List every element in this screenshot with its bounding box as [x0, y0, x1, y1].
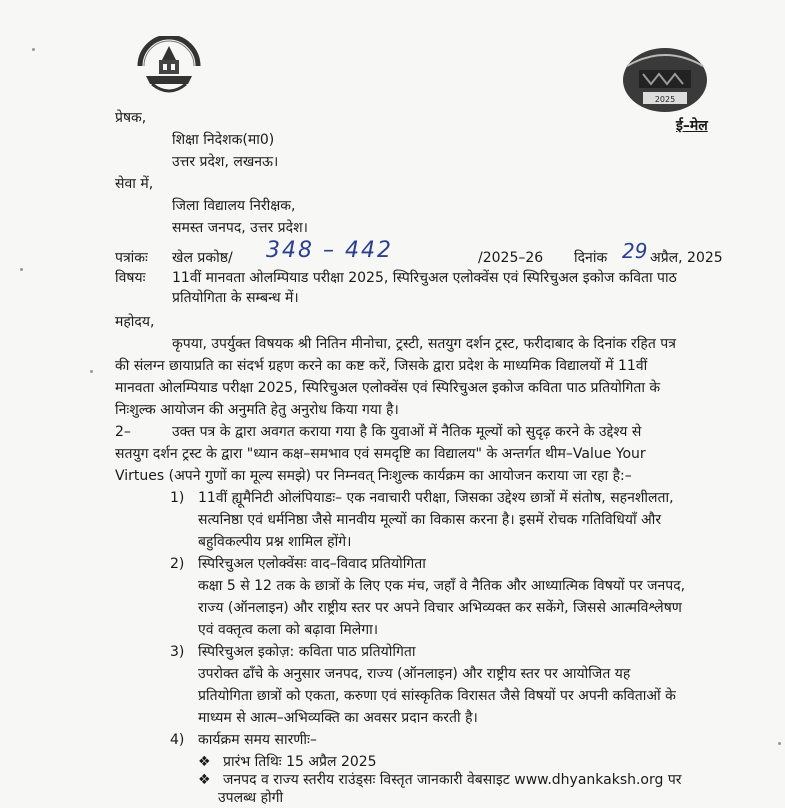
para1-line-1: कृपया, उपर्युक्त विषयक श्री नितिन मीनोचा, ट्रस्टी, सतयुग दर्शन ट्रस्ट, फरीदाबाद के दिनांक रहित पत्र [172, 336, 676, 352]
date-rest: अप्रैल, 2025 [650, 250, 723, 266]
reference-label: पत्रांकः [115, 250, 148, 266]
item-2-line-3: एवं वक्तृत्व कला को बढ़ावा मिलेगा। [198, 622, 379, 638]
olympiad-logo [621, 44, 709, 114]
reference-year: /2025–26 [478, 250, 544, 266]
item-1-line-1: 11वीं ह्यूमैनिटी ओलंपियाडः– एक नवाचारी परीक्षा, जिसका उद्देश्य छात्रों में संतोष, सहनशीलता, [198, 490, 674, 506]
subject-label: विषयः [115, 270, 146, 286]
item-2-number: 2) [170, 556, 185, 572]
item-3-line-1: उपरोक्त ढाँचे के अनुसार जनपद, राज्य (ऑनलाइन) और राष्ट्रीय स्तर पर आयोजित यह [198, 666, 631, 682]
email-label: ई–मेल [676, 118, 708, 134]
para1-line-3: मानवता ओलम्पियाड परीक्षा 2025, स्पिरिचुअल एलोक्वेंस एवं स्पिरिचुअल इकोज कविता पाठ प्रतियोगिता के [115, 380, 661, 396]
para2-line-1: उक्त पत्र के द्वारा अवगत कराया गया है कि युवाओं में नैतिक मूल्यों को सुदृढ़ करने के उद्देश्य से [172, 424, 642, 440]
item-2-line-2: राज्य (ऑनलाइन) और राष्ट्रीय स्तर पर अपने विचार अभिव्यक्त कर सकेंगे, जिससे आत्मविश्लेषण [198, 600, 682, 616]
scan-speck [90, 370, 93, 373]
trust-seal-logo [132, 36, 206, 100]
salutation: महोदय, [115, 314, 155, 330]
reference-prefix: खेल प्रकोष्ठ/ [172, 250, 233, 266]
diamond-bullet-icon: ❖ [198, 754, 211, 770]
para1-line-2: की संलग्न छायाप्रति का संदर्भ ग्रहण करने का कष्ट करें, जिसके द्वारा प्रदेश के माध्यमिक विद्यालयों में 11वीं [115, 358, 648, 374]
bullet-1-text: प्रारंभ तिथिः 15 अप्रैल 2025 [223, 754, 377, 770]
para1-line-4: निःशुल्क आयोजन की अनुमति हेतु अनुरोध किया गया है। [115, 402, 399, 418]
recipient-label: सेवा में, [115, 176, 154, 192]
recipient-line-2: समस्त जनपद, उत्तर प्रदेश। [172, 220, 308, 236]
handwritten-reference-number: 348 – 442 [266, 238, 393, 263]
item-1-line-3: बहुविकल्पीय प्रश्न शामिल होंगे। [198, 534, 352, 550]
sender-line-1: शिक्षा निदेशक(मा0) [172, 132, 275, 148]
sender-line-2: उत्तर प्रदेश, लखनऊ। [172, 154, 279, 170]
scan-speck [20, 268, 23, 271]
para2-number: 2– [115, 424, 131, 440]
item-1-line-2: सत्यनिष्ठा एवं धर्मनिष्ठा जैसे मानवीय मूल्यों का विकास करना है। इसमें रोचक गतिविधियाँ और [198, 512, 662, 528]
para2-line-3: Virtues (अपने गुणों का मूल्य समझे) पर निम्नवत् निःशुल्क कार्यक्रम का आयोजन कराया जा रहा है:– [115, 468, 632, 484]
bullet-1 [198, 752, 377, 772]
item-3-title: स्पिरिचुअल इकोज़: कविता पाठ प्रतियोगिता [198, 644, 416, 660]
subject-line-2: प्रतियोगिता के सम्बन्ध में। [172, 290, 299, 306]
handwritten-date-day: 29 [622, 239, 648, 263]
item-3-line-3: माध्यम से आत्म–अभिव्यक्ति का अवसर प्रदान करती है। [198, 710, 478, 726]
item-4-number: 4) [170, 732, 185, 748]
item-3-number: 3) [170, 644, 185, 660]
logo-year: 2025 [654, 95, 676, 104]
item-3-line-2: प्रतियोगिता छात्रों को एकता, करुणा एवं सांस्कृतिक विरासत जैसे विषयों पर अपनी कविताओं के [198, 688, 676, 704]
bullet-2 [198, 770, 682, 790]
seal-emblem-icon [132, 36, 206, 100]
sender-label: प्रेषक, [115, 110, 147, 126]
scan-speck [778, 742, 781, 745]
item-1-number: 1) [170, 490, 185, 506]
item-4-title: कार्यक्रम समय सारणीः– [198, 732, 317, 748]
item-2-title: स्पिरिचुअल एलोक्वेंसः वाद–विवाद प्रतियोगिता [198, 556, 426, 572]
item-2-line-1: कक्षा 5 से 12 तक के छात्रों के लिए एक मंच, जहाँ वे नैतिक और आध्यात्मिक विषयों पर जनपद, [198, 578, 686, 594]
olympiad-banner-icon [621, 44, 709, 114]
para2-line-2: सतयुग दर्शन ट्रस्ट के द्वारा "ध्यान कक्ष–समभाव एवं समदृष्टि का विद्यालय" के अन्तर्गत थीम–Value Your [115, 446, 646, 462]
scan-speck [32, 48, 35, 51]
bullet-2-text: जनपद व राज्य स्तरीय राउंड्सः विस्तृत जानकारी वेबसाइट www.dhyankaksh.org पर [223, 772, 682, 788]
diamond-bullet-icon: ❖ [198, 772, 211, 788]
bullet-2-continuation: उपलब्ध होगी [218, 790, 284, 806]
subject-line-1: 11वीं मानवता ओलम्पियाड परीक्षा 2025, स्पिरिचुअल एलोक्वेंस एवं स्पिरिचुअल इकोज कविता पाठ [172, 270, 677, 286]
date-label: दिनांक [574, 250, 608, 266]
recipient-line-1: जिला विद्यालय निरीक्षक, [172, 198, 296, 214]
